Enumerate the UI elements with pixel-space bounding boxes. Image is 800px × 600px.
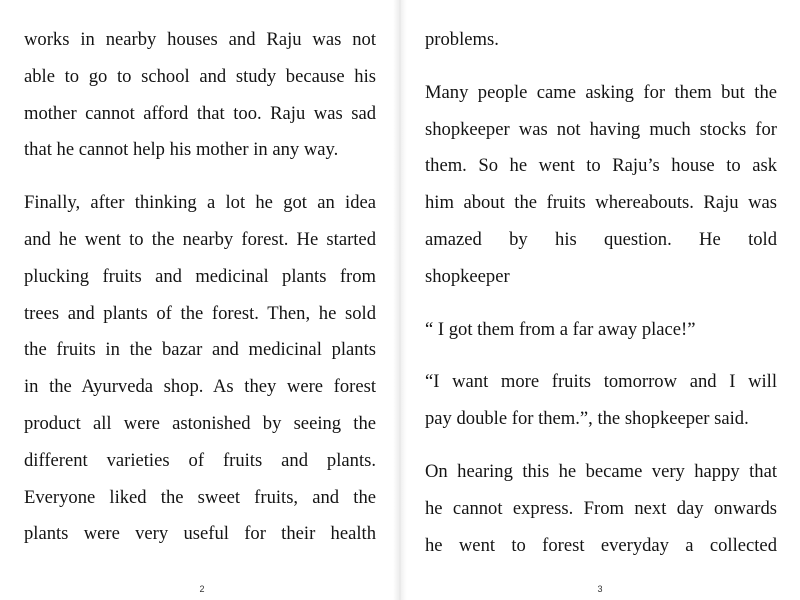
paragraph: [425, 75, 777, 296]
text-line: Finally, after thinking a lot he got an idea: [24, 192, 376, 214]
paragraph: [425, 22, 777, 59]
text-line: shopkeeper: [425, 265, 510, 287]
paragraph: [425, 364, 777, 438]
text-line: able to go to school and study because his: [24, 65, 376, 87]
text-line: shopkeeper was not having much stocks for: [425, 118, 777, 140]
text-line: him about the fruits whereabouts. Raju was: [425, 192, 777, 214]
text-line: amazed by his question. He told: [425, 228, 777, 250]
page-number: 3: [597, 584, 603, 594]
paragraph: [24, 185, 376, 553]
paragraph: [425, 454, 777, 564]
text-line: Everyone liked the sweet fruits, and the: [24, 486, 376, 508]
text-line: plants were very useful for their health: [24, 523, 376, 545]
text-line: “ I got them from a far away place!”: [425, 318, 696, 340]
page-number: 2: [199, 584, 205, 594]
text-line: he cannot express. From next day onwards: [425, 497, 777, 519]
text-line: that he cannot help his mother in any way.: [24, 139, 339, 161]
text-line: trees and plants of the forest. Then, he sold: [24, 302, 376, 324]
text-line: different varieties of fruits and plants.: [24, 449, 376, 471]
text-line: he went to forest everyday a collected: [425, 534, 777, 556]
text-line: product all were astonished by seeing the: [24, 412, 376, 434]
text-line: plucking fruits and medicinal plants from: [24, 265, 376, 287]
text-line: them. So he went to Raju’s house to ask: [425, 155, 777, 177]
text-line: On hearing this he became very happy that: [425, 460, 777, 482]
text-line: mother cannot afford that too. Raju was sad: [24, 102, 376, 124]
text-line: pay double for them.”, the shopkeeper said.: [425, 408, 749, 430]
text-line: works in nearby houses and Raju was not: [24, 29, 376, 50]
text-line: problems.: [425, 29, 499, 50]
text-line: “I want more fruits tomorrow and I will: [425, 371, 777, 393]
right-page: [400, 0, 800, 600]
paragraph: [24, 22, 376, 169]
text-line: and he went to the nearby forest. He started: [24, 228, 376, 250]
text-line: the fruits in the bazar and medicinal plants: [24, 339, 376, 361]
text-line: Many people came asking for them but the: [425, 81, 777, 103]
text-line: in the Ayurveda shop. As they were forest: [24, 376, 376, 398]
paragraph: [425, 312, 777, 349]
